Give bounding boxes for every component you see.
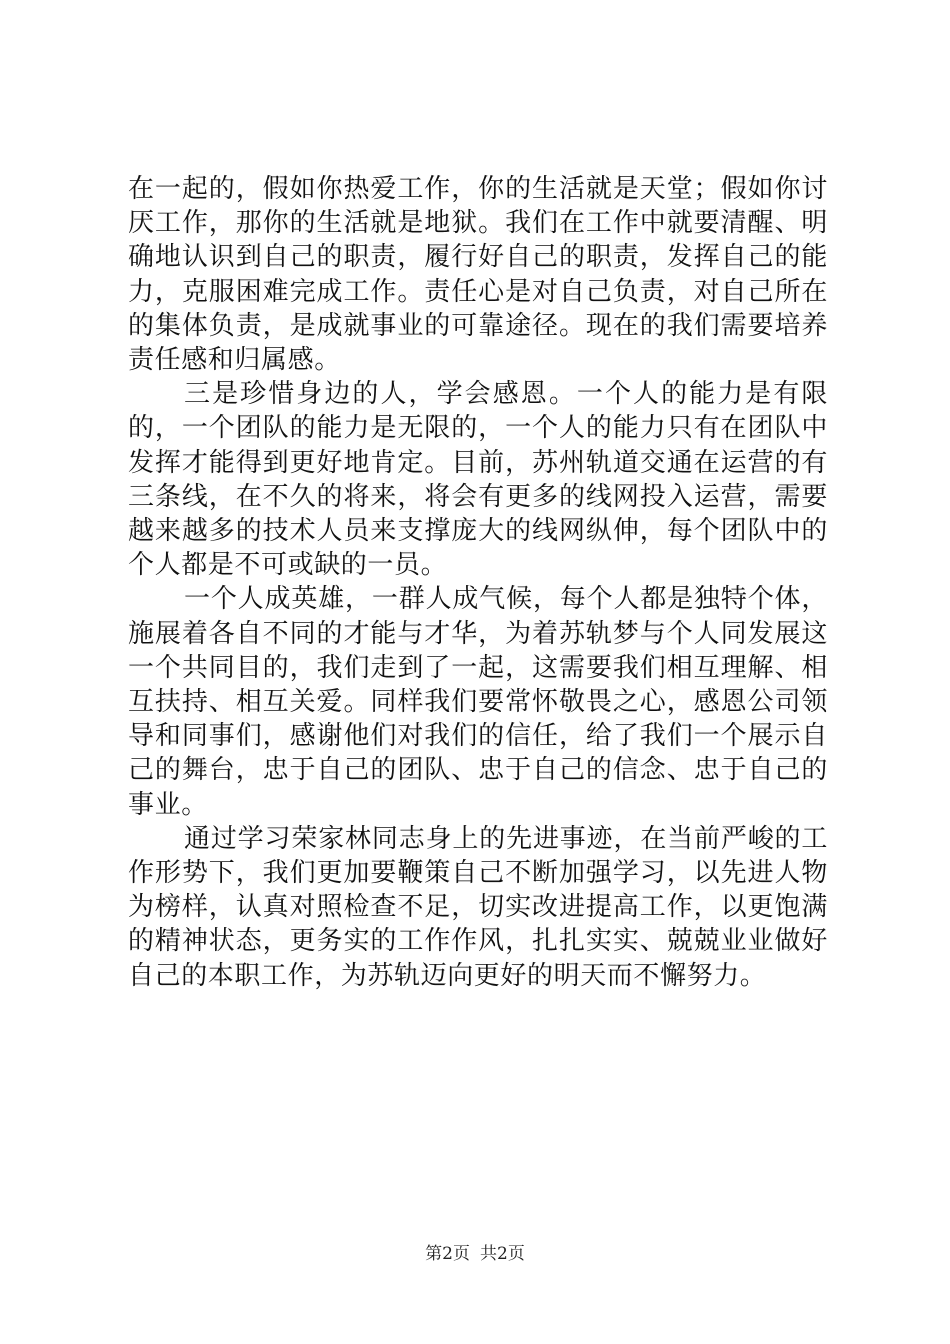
paragraph-2: 三是珍惜身边的人，学会感恩。一个人的能力是有限的，一个团队的能力是无限的，一个人的能力只有在团队中发挥才能得到更好地肯定。目前，苏州轨道交通在运营的有三条线，在不久的将来，将会有更多的线网投入运营，需要越来越多的技术人员来支撑庞大的线网纵伸，每个团队中的个人都是不可或缺的一员。 (128, 379, 828, 581)
page-total: 共2页 (480, 1244, 525, 1264)
paragraph-4: 通过学习荣家林同志身上的先进事迹，在当前严峻的工作形势下，我们更加要鞭策自己不断加强学习，以先进人物为榜样，认真对照检查不足，切实改进提高工作，以更饱满的精神状态，更务实的工作作风，扎扎实实、兢兢业业做好自己的本职工作，为苏轨迈向更好的明天而不懈努力。 (128, 823, 828, 991)
paragraph-1: 在一起的，假如你热爱工作，你的生活就是天堂；假如你讨厌工作，那你的生活就是地狱。我们在工作中就要清醒、明确地认识到自己的职责，履行好自己的职责，发挥自己的能力，克服困难完成工作。责任心是对自己负责，对自己所在的集体负责，是成就事业的可靠途径。现在的我们需要培养责任感和归属感。 (128, 174, 828, 376)
paragraph-3: 一个人成英雄，一群人成气候，每个人都是独特个体，施展着各自不同的才能与才华，为着苏轨梦与个人同发展这一个共同目的，我们走到了一起，这需要我们相互理解、相互扶持、相互关爱。同样我们要常怀敬畏之心，感恩公司领导和同事们，感谢他们对我们的信任，给了我们一个展示自己的舞台，忠于自己的团队、忠于自己的信念、忠于自己的事业。 (128, 584, 828, 820)
page-footer (0, 1242, 950, 1266)
page-number: 第2页 (425, 1244, 470, 1264)
document-body (128, 172, 828, 993)
